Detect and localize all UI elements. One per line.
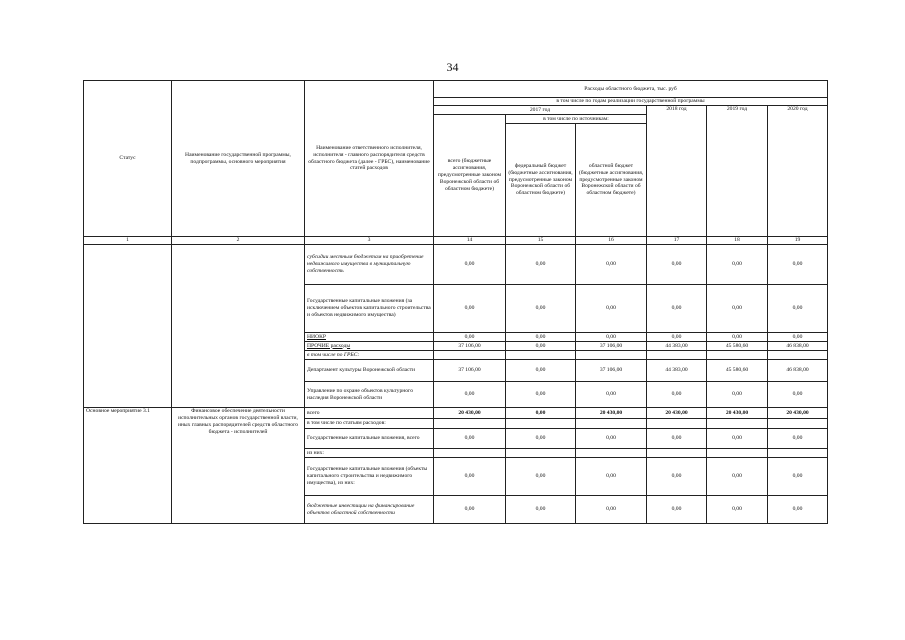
header-status: Статус xyxy=(84,81,172,237)
header-regional: областной бюджет (бюджетные ассигнования, предусмотренные законом Воронежской области об областном бюджете) xyxy=(576,124,647,237)
value-2020 xyxy=(768,449,828,458)
value-regional-2017 xyxy=(576,351,647,360)
value-2018: 0,00 xyxy=(647,496,707,524)
expense-item: в том числе по статьям расходов: xyxy=(305,419,434,429)
value-2018 xyxy=(647,449,707,458)
value-2018: 20 430,00 xyxy=(647,408,707,419)
value-federal-2017: 0,00 xyxy=(506,342,576,351)
value-regional-2017: 37 106,00 xyxy=(576,360,647,382)
expense-item: Управление по охране объектов культурного наследия Воронежской области xyxy=(305,382,434,408)
value-regional-2017: 0,00 xyxy=(576,245,647,285)
value-total-2017 xyxy=(434,449,506,458)
col-number: 16 xyxy=(576,237,647,245)
value-2020 xyxy=(768,351,828,360)
value-2019: 0,00 xyxy=(707,429,768,449)
col-number: 2 xyxy=(172,237,305,245)
value-2020: 0,00 xyxy=(768,333,828,342)
value-2018: 0,00 xyxy=(647,245,707,285)
header-year-2018: 2018 год xyxy=(647,106,707,237)
value-federal-2017: 0,00 xyxy=(506,429,576,449)
value-federal-2017 xyxy=(506,351,576,360)
value-federal-2017: 0,00 xyxy=(506,360,576,382)
header-by-year: в том числе по годам реализации государственной программы xyxy=(434,98,828,106)
value-regional-2017: 0,00 xyxy=(576,496,647,524)
value-total-2017: 0,00 xyxy=(434,429,506,449)
value-regional-2017: 37 106,00 xyxy=(576,342,647,351)
expense-item: субсидии местным бюджетам на приобретение недвижимого имущества в муниципальную собственность xyxy=(305,245,434,285)
value-total-2017 xyxy=(434,351,506,360)
col-number: 19 xyxy=(768,237,828,245)
header-total: всего (бюджетные ассигнования, предусмотренные законом Воронежской области об областном бюджете) xyxy=(434,115,506,237)
expense-item: Департамент культуры Воронежской области xyxy=(305,360,434,382)
col-number: 3 xyxy=(305,237,434,245)
value-2020: 20 430,00 xyxy=(768,408,828,419)
value-total-2017: 20 430,00 xyxy=(434,408,506,419)
value-2019: 0,00 xyxy=(707,333,768,342)
header-executor: Наименование ответственного исполнителя, исполнителя - главного распорядителя средств областного бюджета (далее - ГРБС), наименование статей расходов xyxy=(305,81,434,237)
value-federal-2017: 0,00 xyxy=(506,285,576,333)
status-cell xyxy=(84,245,172,408)
value-2019: 0,00 xyxy=(707,458,768,496)
value-federal-2017: 0,00 xyxy=(506,333,576,342)
value-regional-2017: 0,00 xyxy=(576,429,647,449)
value-2019: 0,00 xyxy=(707,496,768,524)
budget-table xyxy=(83,80,828,524)
col-number: 14 xyxy=(434,237,506,245)
value-regional-2017 xyxy=(576,419,647,429)
value-2020: 0,00 xyxy=(768,285,828,333)
value-total-2017: 0,00 xyxy=(434,496,506,524)
value-regional-2017: 0,00 xyxy=(576,285,647,333)
col-number: 15 xyxy=(506,237,576,245)
value-2019: 0,00 xyxy=(707,285,768,333)
expense-item: НИОКР xyxy=(305,333,434,342)
header-expenses: Расходы областного бюджета, тыс. руб xyxy=(434,81,828,98)
header-federal: федеральный бюджет (бюджетные ассигнования, предусмотренные законом Воронежской области об областном бюджете) xyxy=(506,124,576,237)
program-cell: Финансовое обеспечение деятельности исполнительных органов государственной власти, иных главных распорядителей средств областного бюджета - исполнителей xyxy=(172,408,305,524)
value-2020: 0,00 xyxy=(768,496,828,524)
value-total-2017: 0,00 xyxy=(434,333,506,342)
value-total-2017: 37 106,00 xyxy=(434,342,506,351)
value-federal-2017 xyxy=(506,419,576,429)
col-number: 17 xyxy=(647,237,707,245)
value-2019 xyxy=(707,351,768,360)
value-2019: 20 430,00 xyxy=(707,408,768,419)
value-federal-2017: 0,00 xyxy=(506,496,576,524)
value-2018: 0,00 xyxy=(647,458,707,496)
value-regional-2017 xyxy=(576,449,647,458)
value-total-2017: 37 106,00 xyxy=(434,360,506,382)
value-2020: 0,00 xyxy=(768,429,828,449)
page-number: 34 xyxy=(446,60,459,74)
value-2020: 0,00 xyxy=(768,382,828,408)
value-total-2017 xyxy=(434,419,506,429)
value-federal-2017: 0,00 xyxy=(506,458,576,496)
value-2018 xyxy=(647,351,707,360)
header-year-2020: 2020 год xyxy=(768,106,828,237)
value-2018: 0,00 xyxy=(647,285,707,333)
value-total-2017: 0,00 xyxy=(434,458,506,496)
value-2018: 0,00 xyxy=(647,429,707,449)
value-2020: 46 838,00 xyxy=(768,342,828,351)
value-2020: 0,00 xyxy=(768,458,828,496)
table-row xyxy=(84,245,828,285)
value-2020: 0,00 xyxy=(768,245,828,285)
value-2019 xyxy=(707,419,768,429)
value-2020: 46 838,00 xyxy=(768,360,828,382)
header-year-2017: 2017 год xyxy=(434,106,647,115)
col-number: 18 xyxy=(707,237,768,245)
header-by-source: в том числе по источникам: xyxy=(506,115,647,124)
value-2018 xyxy=(647,419,707,429)
value-regional-2017: 0,00 xyxy=(576,458,647,496)
expense-item: Государственные капитальные вложения (объекты капитального строительства и недвижимого имущества), из них: xyxy=(305,458,434,496)
header-program-name: Наименование государственной программы, подпрограммы, основного мероприятия xyxy=(172,81,305,237)
value-regional-2017: 0,00 xyxy=(576,333,647,342)
expense-item: Государственные капитальные вложения, всего xyxy=(305,429,434,449)
value-2019: 0,00 xyxy=(707,245,768,285)
value-total-2017: 0,00 xyxy=(434,382,506,408)
value-federal-2017 xyxy=(506,449,576,458)
value-regional-2017: 0,00 xyxy=(576,382,647,408)
value-2018: 0,00 xyxy=(647,382,707,408)
expense-item: бюджетные инвестиции на финансирование объектов областной собственности xyxy=(305,496,434,524)
col-number: 1 xyxy=(84,237,172,245)
value-2018: 0,00 xyxy=(647,333,707,342)
value-federal-2017: 0,00 xyxy=(506,382,576,408)
expense-item: всего xyxy=(305,408,434,419)
value-total-2017: 0,00 xyxy=(434,285,506,333)
value-2019: 45 580,60 xyxy=(707,342,768,351)
program-cell xyxy=(172,245,305,408)
expense-item: ПРОЧИЕ расходы xyxy=(305,342,434,351)
value-2019 xyxy=(707,449,768,458)
table-row xyxy=(84,408,828,419)
expense-item: Государственные капитальные вложения (за исключением объектов капитального строительства и объектов недвижимого имущества) xyxy=(305,285,434,333)
header-year-2019: 2019 год xyxy=(707,106,768,237)
value-2020 xyxy=(768,419,828,429)
value-2018: 44 383,00 xyxy=(647,360,707,382)
value-2019: 45 580,60 xyxy=(707,360,768,382)
value-federal-2017: 0,00 xyxy=(506,408,576,419)
status-cell: Основное мероприятие 3.1 xyxy=(84,408,172,524)
value-2019: 0,00 xyxy=(707,382,768,408)
value-total-2017: 0,00 xyxy=(434,245,506,285)
expense-item: из них: xyxy=(305,449,434,458)
value-regional-2017: 20 430,00 xyxy=(576,408,647,419)
value-2018: 44 383,00 xyxy=(647,342,707,351)
value-federal-2017: 0,00 xyxy=(506,245,576,285)
expense-item: в том числе по ГРБС: xyxy=(305,351,434,360)
